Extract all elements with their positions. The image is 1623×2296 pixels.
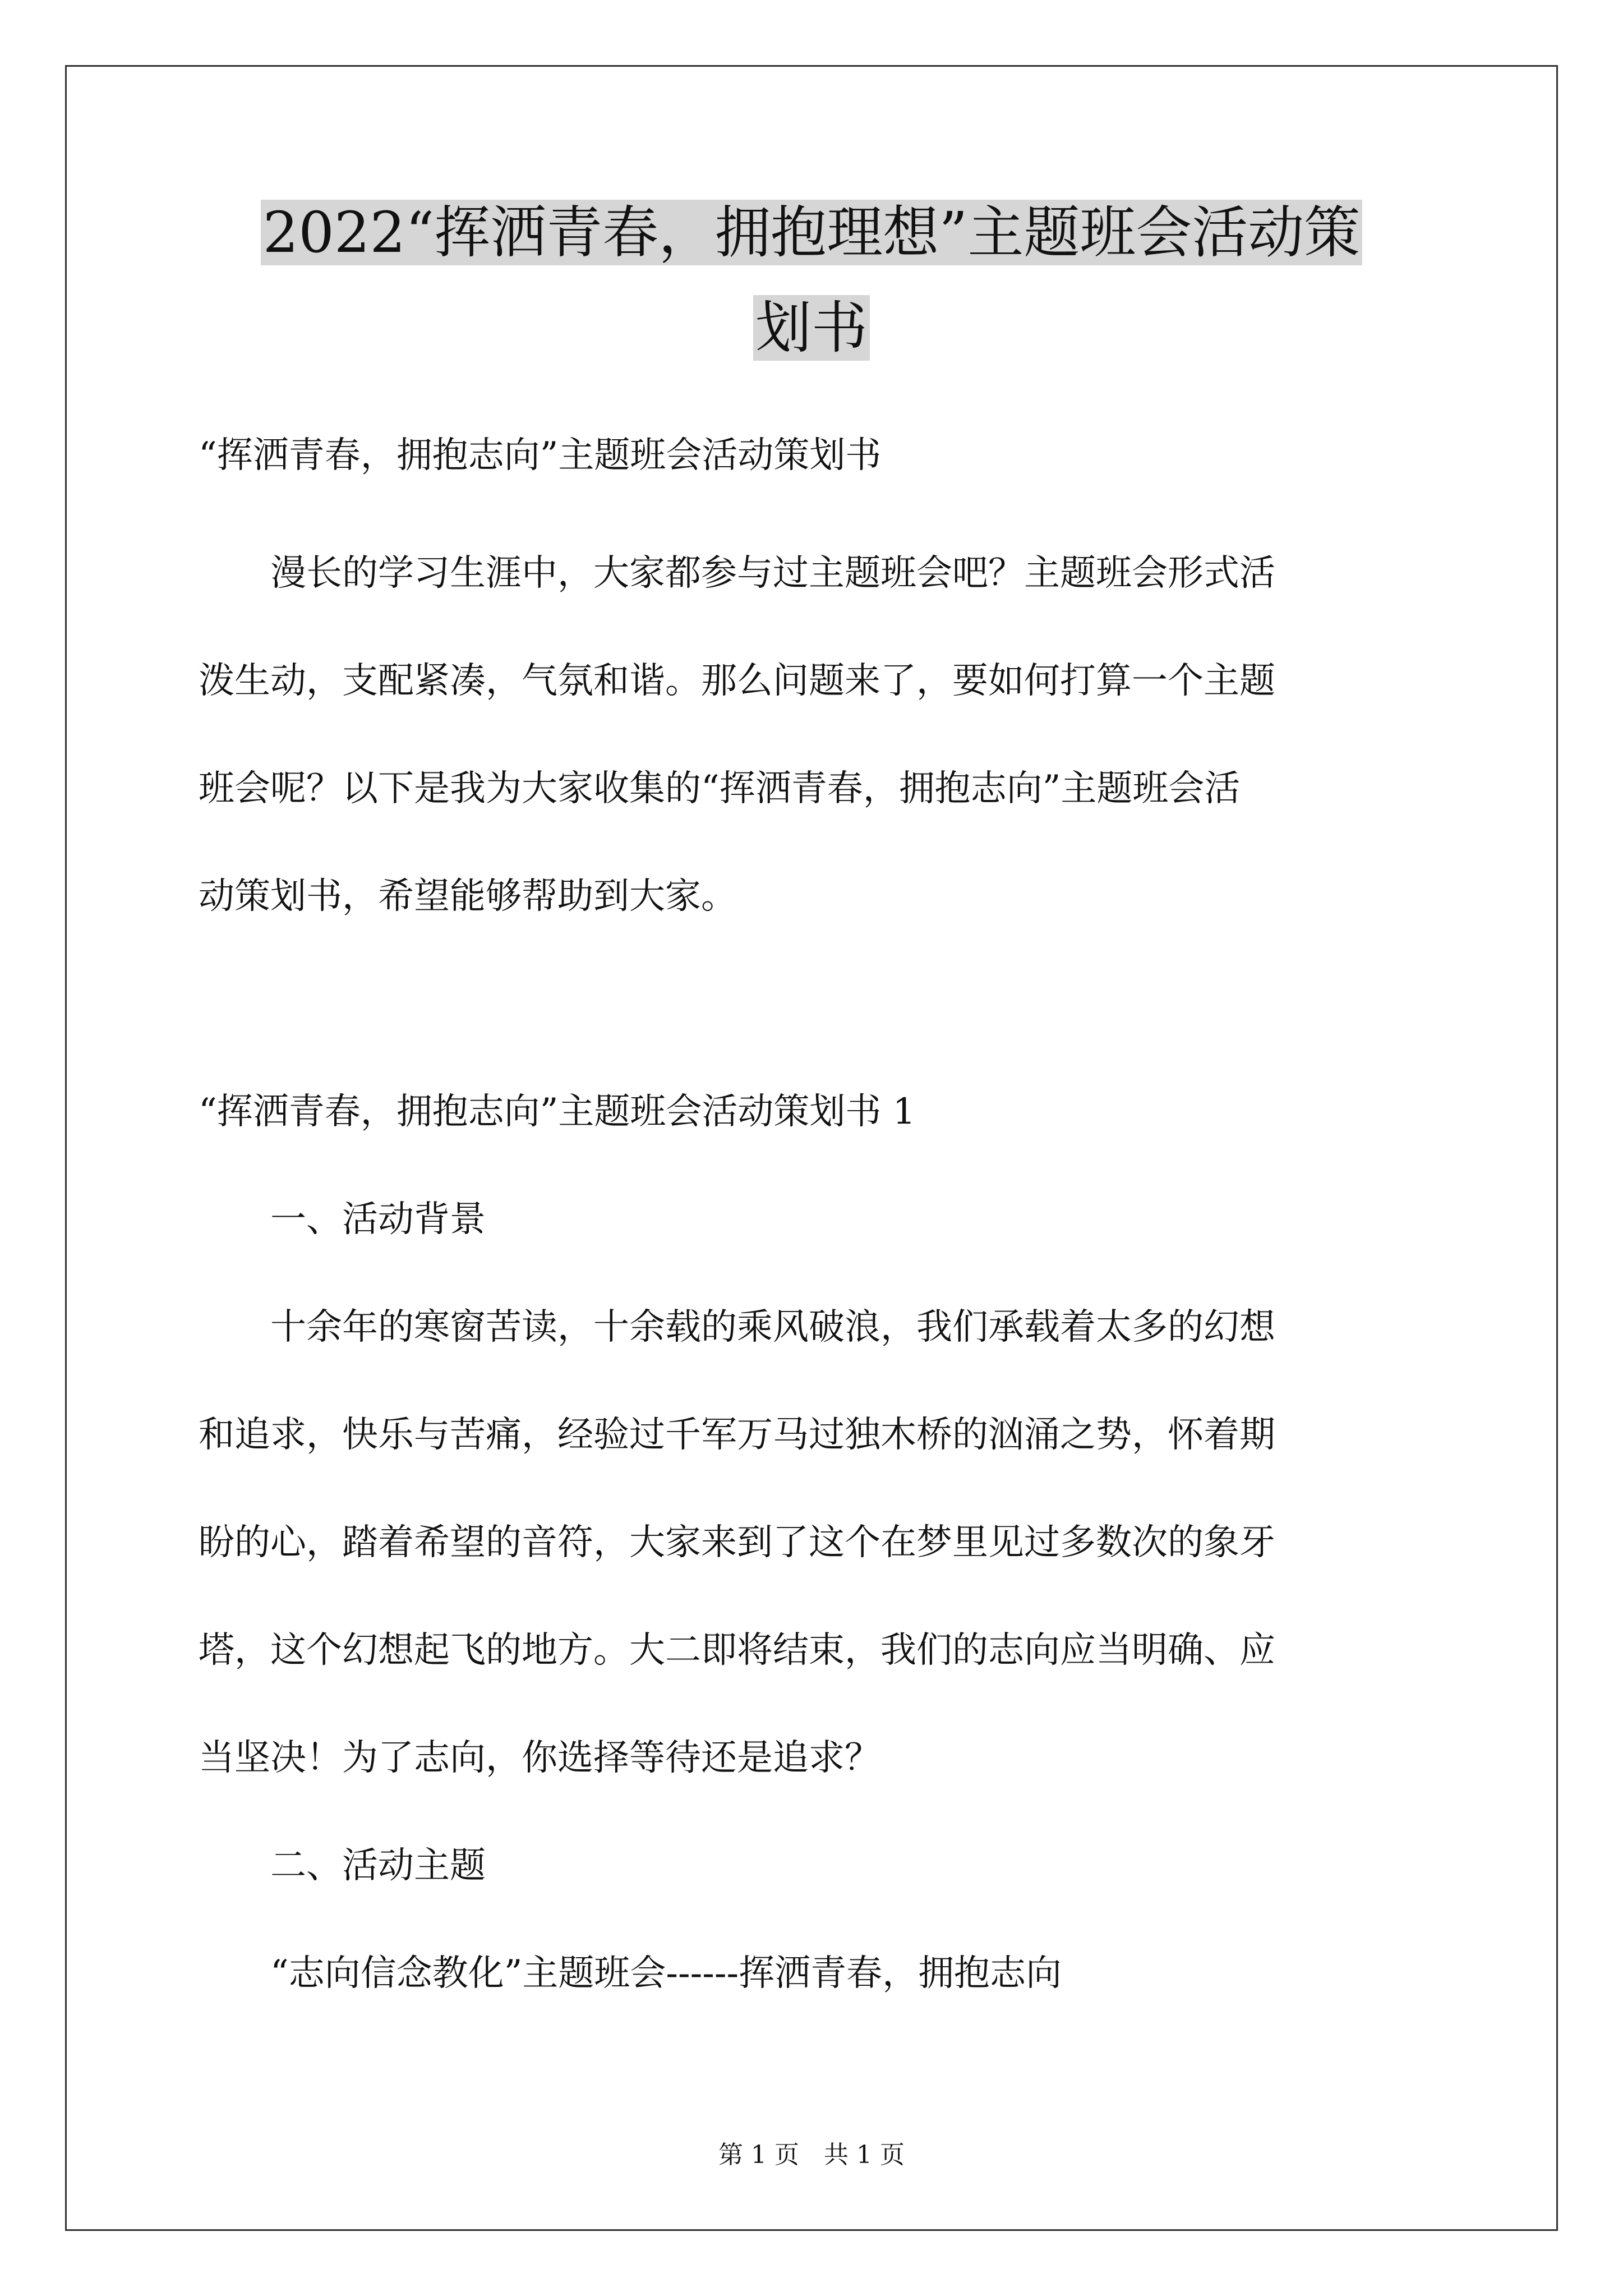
section-title: “挥洒青春，拥抱志向”主题班会活动策划书 1 xyxy=(199,1091,916,1133)
intro-line-4: 动策划书，希望能够帮助到大家。 xyxy=(199,876,737,917)
intro-line-1: 漫长的学习生涯中，大家都参与过主题班会吧？主题班会形式活 xyxy=(199,553,1275,594)
subtitle: “挥洒青春，拥抱志向”主题班会活动策划书 xyxy=(199,435,882,476)
background-line-1: 十余年的寒窗苦读，十余载的乘风破浪，我们承载着太多的幻想 xyxy=(199,1306,1275,1348)
document-title xyxy=(112,185,1511,376)
title-line-2: 划书 xyxy=(753,295,870,361)
background-line-3: 盼的心，踏着希望的音符，大家来到了这个在梦里见过多数次的象牙 xyxy=(199,1522,1275,1563)
intro-line-3: 班会呢？以下是我为大家收集的“挥洒青春，拥抱志向”主题班会活 xyxy=(199,768,1241,809)
title-line-1: 2022“挥洒青春，拥抱理想”主题班会活动策 xyxy=(261,200,1363,265)
theme-line: “志向信念教化”主题班会------挥洒青春，拥抱志向 xyxy=(199,1953,1062,1994)
page-border xyxy=(65,65,1558,2231)
background-line-5: 当坚决！为了志向，你选择等待还是追求？ xyxy=(199,1737,880,1779)
page-footer: 第 1 页 共 1 页 xyxy=(718,2141,905,2169)
intro-line-2: 泼生动，支配紧凑，气氛和谐。那么问题来了，要如何打算一个主题 xyxy=(199,660,1275,702)
background-line-4: 塔，这个幻想起飞的地方。大二即将结束，我们的志向应当明确、应 xyxy=(199,1630,1275,1671)
heading-background: 一、活动背景 xyxy=(199,1199,486,1240)
heading-theme: 二、活动主题 xyxy=(199,1845,486,1887)
background-line-2: 和追求，快乐与苦痛，经验过千军万马过独木桥的汹涌之势，怀着期 xyxy=(199,1414,1275,1456)
